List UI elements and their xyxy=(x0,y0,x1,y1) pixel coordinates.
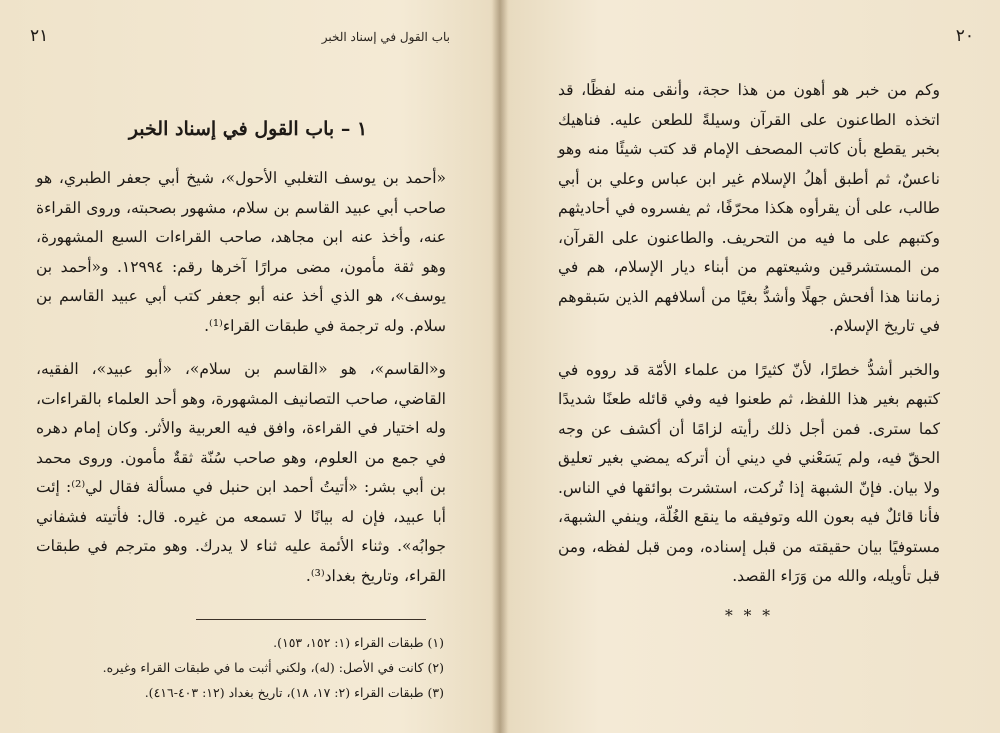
right-page-number: ٢٠ xyxy=(955,26,974,46)
footnotes xyxy=(40,630,444,705)
section-separator: * * * xyxy=(724,606,774,625)
left-paragraph-1: «أحمد بن يوسف التغلبي الأحول»، شيخ أبي جعفر الطبري، هو صاحب أبي عبيد القاسم بن سلام، مشهور بصحبته، وروى القراءة عنه، وأخذ عنه ابن مجاهد، صاحب القراءات السبع المشهورة، وهو ثقة مأمون، مضى مرارًا آخرها رقم: ١٢٩٩٤. و«أحمد بن يوسف»، هو الذي أخذ عنه أبو جعفر كتب أبي عبيد القاسم بن سلام. وله ترجمة في طبقات القراء⁽¹⁾. xyxy=(36,169,446,335)
footnote-2: (٢) كانت في الأصل: (له)، ولكني أثبت ما في طبقات القراء وغيره. xyxy=(102,660,444,675)
left-page-body xyxy=(36,164,446,591)
running-head: باب القول في إسناد الخبر xyxy=(321,30,450,44)
footnote-1: (١) طبقات القراء (١: ١٥٢، ١٥٣). xyxy=(273,635,444,650)
right-paragraph-2: والخبر أشدُّ خطرًا، لأنّ كثيرًا من علماء الأمّة قد رووه في كتبهم بغير هذا اللفظ، ثم طعنوا فيه وفي قائله طعنًا شديدًا كما سترى. فمن أجل ذلك رأيته لزامًا أن أكشف عن وجه الحقّ فيه، ولم يَسَعْني في ديني أن أتركه يمضي بغير تعليق ولا بيان. فإنّ الشبهة إذا تُركت، استشرت بوائقها في الناس. فأنا قائلٌ فيه بعون الله وتوفيقه ما ينقع الغُلّة، وينفي الشبهة، مستوفيًا بيان حقيقته من قبل إسناده، ومن قبل لفظه، ومن قبل تأويله، والله من وَرَاء القصد. xyxy=(558,360,940,585)
right-page-body xyxy=(558,76,940,631)
left-page-number: ٢١ xyxy=(30,26,49,46)
footnote-3: (٣) طبقات القراء (٢: ١٧، ١٨)، تاريخ بغداد (١٢: ٤٠٣-٤١٦). xyxy=(144,685,444,700)
footnote-rule xyxy=(196,619,426,620)
left-page xyxy=(0,0,496,733)
chapter-heading: ١ – باب القول في إسناد الخبر xyxy=(128,118,368,140)
left-paragraph-2: و«القاسم»، هو «القاسم بن سلام»، «أبو عبيد»، الفقيه، القاضي، صاحب التصانيف المشهورة، وهو أحد العلماء بالقراءات، وله اختيار في القراءة، وافق فيه العربية والأثر. وكان إمام دهره في جمع من العلوم، وهو صاحب سُنّة ثقةٌ مأمون. وروى محمد بن أبي بشر: «أتيتُ أحمد ابن حنبل في مسألة فقال لي⁽²⁾: إئت أبا عبيد، فإن له بيانًا لا تسمعه من غيره. قال: فأتيته فشفاني جوابُه». وثناء الأئمة عليه ثناء لا يدرك. وهو مترجم في طبقات القراء، وتاريخ بغداد⁽³⁾. xyxy=(36,360,446,585)
right-page xyxy=(504,0,1000,733)
right-paragraph-1: وكم من خبر هو أهون من هذا حجة، وأنقى منه لفظًا، قد اتخذه الطاعنون على القرآن وسيلةً للطعن عليه. فناهيك بخبر يقطع بأن كاتب المصحف الإمام قد كتب شيئًا منه وهو ناعسٌ، ثم أطبق أهلُ الإسلام غير ابن عباس وعلي بن أبي طالب، على أن يقرأوه هكذا محرّفًا، ثم يفسروه في أحاديثهم وكتبهم على ما فيه من التحريف. والطاعنون على القرآن، من المستشرقين وشيعتهم من أبناء ديار الإسلام، هم في زماننا هذا أفحش جهلًا وأشدُّ بغيًا من أسلافهم الذين سَبقوهم في تاريخ الإسلام. xyxy=(558,81,940,335)
